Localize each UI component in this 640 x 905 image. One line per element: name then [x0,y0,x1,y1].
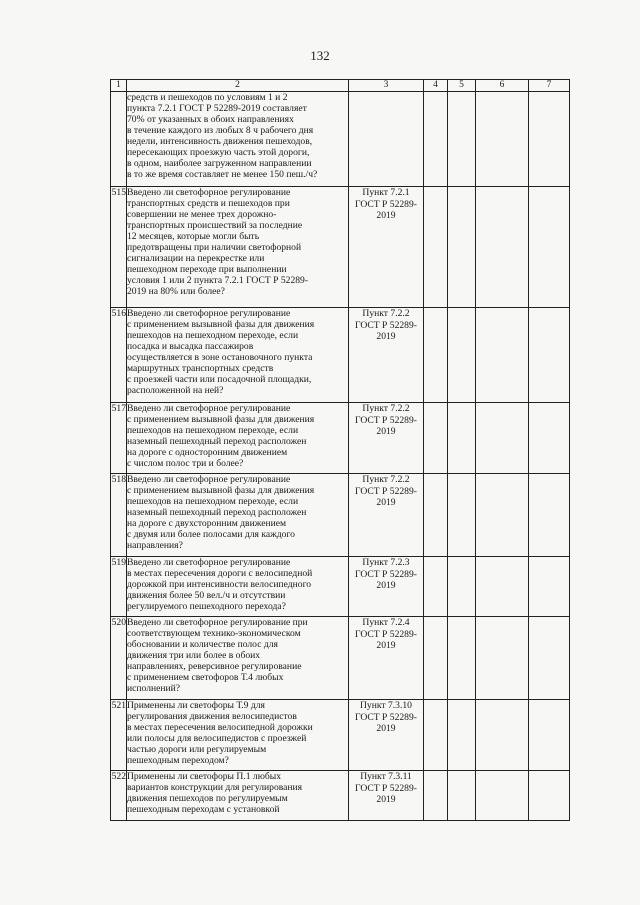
column-header-6: 6 [476,80,529,92]
row-number: 516 [111,308,127,403]
table-row [111,557,570,617]
row-number: 520 [111,617,127,700]
cell-col5 [448,403,476,474]
table-row [111,771,570,821]
cell-col5 [448,700,476,771]
standard-reference: Пункт 7.2.4 ГОСТ Р 52289- 2019 [349,617,424,700]
cell-col5 [448,92,476,187]
page-number: 132 [310,48,330,63]
header-row [111,80,570,92]
question-text: средств и пешеходов по условиям 1 и 2 пункта 7.2.1 ГОСТ Р 52289-2019 составляет 70% от указанных в обоих направлениях в течение каждого из любых 8 ч рабочего дня недели, интенсивность движения пешеходов, пересекающих проезжую часть этой дороги, в одном, наиболее загруженном направлении в то же время составляет не менее 150 пеш./ч? [127,92,349,187]
cell-col5 [448,771,476,821]
cell-col6 [476,771,529,821]
standard-reference: Пункт 7.3.11 ГОСТ Р 52289- 2019 [349,771,424,821]
row-number: 518 [111,474,127,557]
cell-col5 [448,187,476,308]
standard-reference: Пункт 7.2.2 ГОСТ Р 52289- 2019 [349,403,424,474]
standard-reference: Пункт 7.2.1 ГОСТ Р 52289- 2019 [349,187,424,308]
cell-col6 [476,308,529,403]
table-row [111,308,570,403]
cell-col7 [529,403,570,474]
question-text: Введено ли светофорное регулирование с применением вызывной фазы для движения пешеходов на пешеходном переходе, если наземный пешеходный переход расположен на дороге с односторонним движением с числом полос три и более? [127,403,349,474]
row-number: 519 [111,557,127,617]
row-number [111,92,127,187]
row-number: 522 [111,771,127,821]
question-text: Применены ли светофоры Т.9 для регулирования движения велосипедистов в местах пересечения велосипедной дорожки или полосы для велосипедистов с проезжей частью дороги или регулируемым пешеходным переходом? [127,700,349,771]
column-header-2: 2 [127,80,349,92]
column-header-4: 4 [424,80,448,92]
cell-col7 [529,557,570,617]
cell-col7 [529,617,570,700]
cell-col4 [424,92,448,187]
cell-col5 [448,617,476,700]
cell-col6 [476,557,529,617]
column-header-1: 1 [111,80,127,92]
cell-col5 [448,474,476,557]
cell-col7 [529,700,570,771]
question-text: Введено ли светофорное регулирование транспортных средств и пешеходов при совершении не менее трех дорожно- транспортных происшествий за последние 12 месяцев, которые могли быть предотвращены при наличии светофорной сигнализации на перекрестке или пешеходном переходе при выполнении условия 1 или 2 пункта 7.2.1 ГОСТ Р 52289- 2019 на 80% или более? [127,187,349,308]
table-row [111,187,570,308]
table-row [111,92,570,187]
column-header-3: 3 [349,80,424,92]
cell-col5 [448,308,476,403]
standard-reference: Пункт 7.2.3 ГОСТ Р 52289- 2019 [349,557,424,617]
question-text: Введено ли светофорное регулирование с применением вызывной фазы для движения пешеходов на пешеходном переходе, если наземный пешеходный переход расположен на дороге с двухсторонним движением с двумя или более полосами для каждого направления? [127,474,349,557]
cell-col7 [529,474,570,557]
question-text: Введено ли светофорное регулирование с применением вызывной фазы для движения пешеходов на пешеходном переходе, если посадка и высадка пассажиров осуществляется в зоне остановочного пункта маршрутных транспортных средств с проезжей части или посадочной площадки, расположенной на ней? [127,308,349,403]
cell-col4 [424,403,448,474]
cell-col7 [529,771,570,821]
question-text: Введено ли светофорное регулирование в местах пересечения дороги с велосипедной дорожкой при интенсивности велосипедного движения более 50 вел./ч и отсутствии регулируемого пешеходного перехода? [127,557,349,617]
cell-col4 [424,617,448,700]
cell-col6 [476,187,529,308]
cell-col7 [529,308,570,403]
standard-reference: Пункт 7.2.2 ГОСТ Р 52289- 2019 [349,474,424,557]
table-row [111,700,570,771]
standard-reference [349,92,424,187]
cell-col4 [424,700,448,771]
cell-col7 [529,187,570,308]
question-text: Применены ли светофоры П.1 любых вариантов конструкции для регулирования движения пешеходов по регулируемым пешеходным переходам с установкой [127,771,349,821]
cell-col6 [476,700,529,771]
checklist-table [110,79,570,821]
cell-col4 [424,474,448,557]
cell-col4 [424,557,448,617]
cell-col6 [476,92,529,187]
standard-reference: Пункт 7.2.2 ГОСТ Р 52289- 2019 [349,308,424,403]
row-number: 521 [111,700,127,771]
cell-col6 [476,617,529,700]
table-row [111,617,570,700]
column-header-5: 5 [448,80,476,92]
cell-col5 [448,557,476,617]
row-number: 515 [111,187,127,308]
row-number: 517 [111,403,127,474]
question-text: Введено ли светофорное регулирование при соответствующем технико-экономическом обосновании и количестве полос для движения три или более в обоих направлениях, реверсивное регулирование с применением светофоров Т.4 любых исполнений? [127,617,349,700]
table-row [111,403,570,474]
cell-col4 [424,771,448,821]
standard-reference: Пункт 7.3.10 ГОСТ Р 52289- 2019 [349,700,424,771]
cell-col6 [476,403,529,474]
table-row [111,474,570,557]
column-header-7: 7 [529,80,570,92]
cell-col4 [424,187,448,308]
cell-col7 [529,92,570,187]
cell-col4 [424,308,448,403]
cell-col6 [476,474,529,557]
